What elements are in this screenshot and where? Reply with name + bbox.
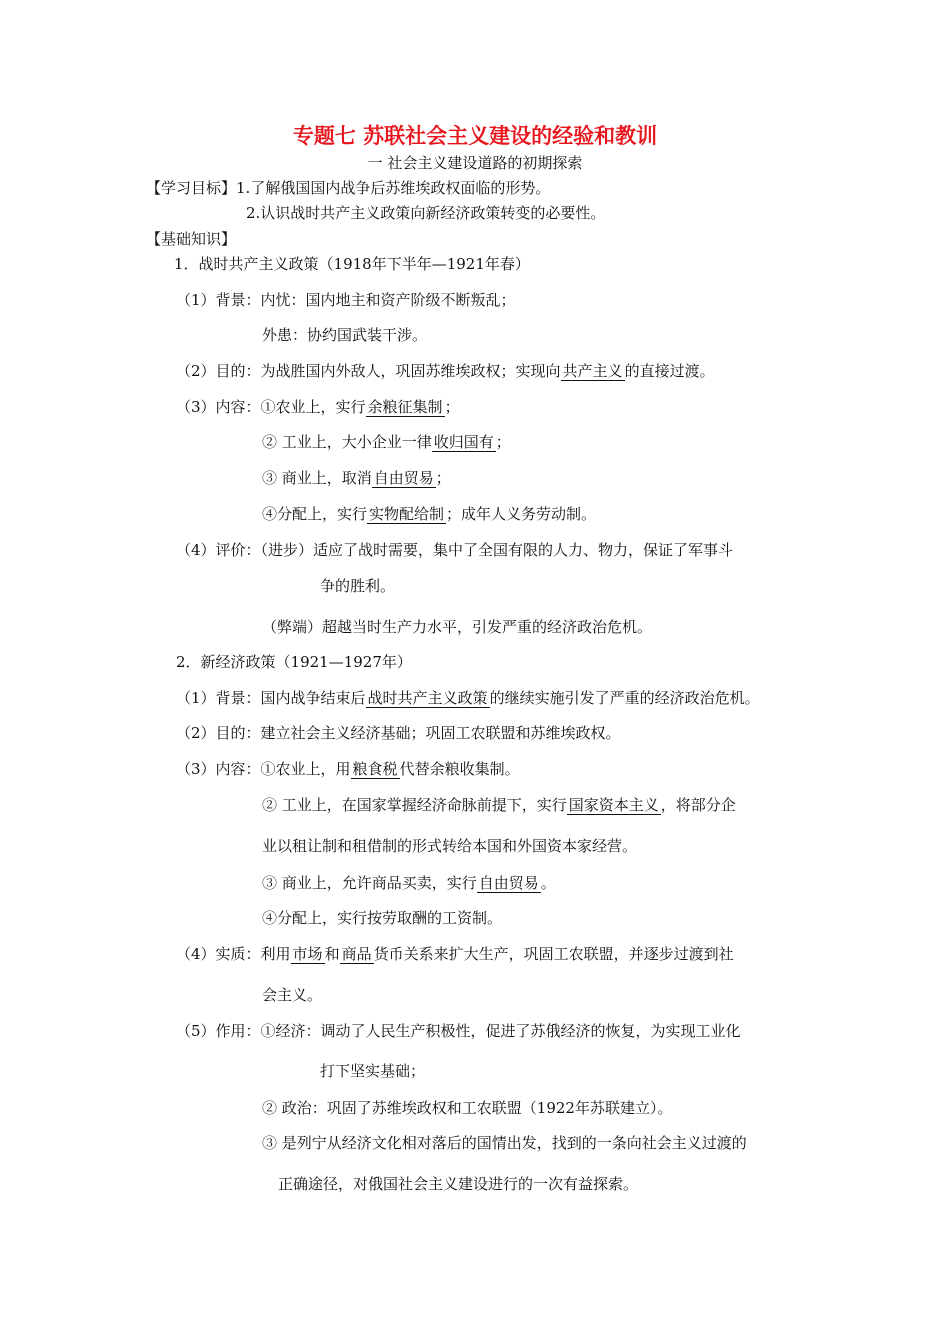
objectives-label: 【学习目标】 xyxy=(146,179,237,197)
s1-content-3 xyxy=(262,468,451,488)
s1-evaluation-line-1: （4）评价：（进步）适应了战时需要，集中了全国有限的人力、物力，保证了军事斗 xyxy=(176,541,734,559)
s2-effect-1: （5）作用：①经济：调动了人民生产积极性，促进了苏俄经济的恢复，为实现工业化 xyxy=(176,1022,741,1040)
s1-content-4 xyxy=(262,504,596,524)
blank-answer: 余粮征集制 xyxy=(367,398,443,416)
text-span: ② 工业上，大小企业一律 xyxy=(262,433,432,451)
text-span: ； xyxy=(444,398,460,416)
basics-label: 【基础知识】 xyxy=(146,230,237,248)
s2-effect-1-cont: 打下坚实基础； xyxy=(320,1062,426,1080)
section-subtitle: 一 社会主义建设道路的初期探索 xyxy=(367,154,583,172)
text-span: （3）内容：①农业上，实行 xyxy=(176,398,366,416)
s2-effect-3: ③ 是列宁从经济文化相对落后的国情出发，找到的一条向社会主义过渡的 xyxy=(262,1134,747,1152)
text-span: 的继续实施引发了严重的经济政治危机。 xyxy=(489,689,760,707)
text-span: 货币关系来扩大生产，巩固工农联盟，并逐步过渡到社 xyxy=(373,945,734,963)
text-span: ； xyxy=(435,469,451,487)
s2-content-3 xyxy=(262,873,556,893)
s2-aim: （2）目的：建立社会主义经济基础；巩固工农联盟和苏维埃政权。 xyxy=(176,724,621,742)
s1-aim xyxy=(176,361,715,381)
blank-answer: 收归国有 xyxy=(433,433,494,451)
s2-content-2-cont: 业以租让制和租借制的形式转给本国和外国资本家经营。 xyxy=(262,837,638,855)
text-span: （1）背景：国内战争结束后 xyxy=(176,689,366,707)
s2-background xyxy=(176,688,760,708)
s1-background-line-1: （1）背景：内忧：国内地主和资产阶级不断叛乱； xyxy=(176,291,516,309)
s1-content-2 xyxy=(262,432,511,452)
text-span: （2）目的：为战胜国内外敌人，巩固苏维埃政权；实现向 xyxy=(176,362,561,380)
text-span: 和 xyxy=(324,945,340,963)
s1-evaluation-line-3: （弊端）超越当时生产力水平，引发严重的经济政治危机。 xyxy=(262,618,653,636)
objective-1: 1.了解俄国国内战争后苏维埃政权面临的形势。 xyxy=(236,179,551,197)
text-span: ③ 商业上，允许商品买卖，实行 xyxy=(262,874,477,892)
text-span: ② 工业上，在国家掌握经济命脉前提下，实行 xyxy=(262,796,567,814)
blank-answer: 国家资本主义 xyxy=(568,796,659,814)
document-title: 专题七 苏联社会主义建设的经验和教训 xyxy=(292,124,658,148)
s2-effect-2: ② 政治：巩固了苏维埃政权和工农联盟（1922年苏联建立）。 xyxy=(262,1099,673,1117)
blank-answer: 商品 xyxy=(341,945,372,963)
blank-answer: 战时共产主义政策 xyxy=(367,689,488,707)
blank-answer: 共产主义 xyxy=(562,362,623,380)
objective-2: 2.认识战时共产主义政策向新经济政策转变的必要性。 xyxy=(246,204,606,222)
objectives-line-1 xyxy=(146,178,550,198)
s2-essence xyxy=(176,944,734,964)
text-span: （3）内容：①农业上，用 xyxy=(176,760,351,778)
text-span: 。 xyxy=(540,874,556,892)
section1-heading: 1．战时共产主义政策（1918年下半年—1921年春） xyxy=(174,255,530,273)
blank-answer: 实物配给制 xyxy=(369,505,445,523)
s2-content-2 xyxy=(262,795,736,815)
blank-answer: 粮食税 xyxy=(352,760,398,778)
text-span: 代替余粮收集制。 xyxy=(399,760,520,778)
blank-answer: 自由贸易 xyxy=(478,874,539,892)
s1-evaluation-line-2: 争的胜利。 xyxy=(320,577,396,595)
text-span: ④分配上，实行 xyxy=(262,505,368,523)
text-span: ；成年人义务劳动制。 xyxy=(446,505,597,523)
text-span: 的直接过渡。 xyxy=(624,362,715,380)
s1-background-line-2: 外患：协约国武装干涉。 xyxy=(262,326,428,344)
s2-content-4: ④分配上，实行按劳取酬的工资制。 xyxy=(262,909,503,927)
text-span: ③ 商业上，取消 xyxy=(262,469,372,487)
blank-answer: 市场 xyxy=(292,945,323,963)
text-span: ，将部分企 xyxy=(660,796,736,814)
s2-content-1 xyxy=(176,759,520,779)
blank-answer: 自由贸易 xyxy=(373,469,434,487)
text-span: （4）实质：利用 xyxy=(176,945,291,963)
s2-effect-3-cont: 正确途径，对俄国社会主义建设进行的一次有益探索。 xyxy=(278,1175,639,1193)
section2-heading: 2．新经济政策（1921—1927年） xyxy=(176,653,412,671)
s2-essence-cont: 会主义。 xyxy=(262,986,323,1004)
text-span: ； xyxy=(495,433,511,451)
s1-content-1 xyxy=(176,397,460,417)
